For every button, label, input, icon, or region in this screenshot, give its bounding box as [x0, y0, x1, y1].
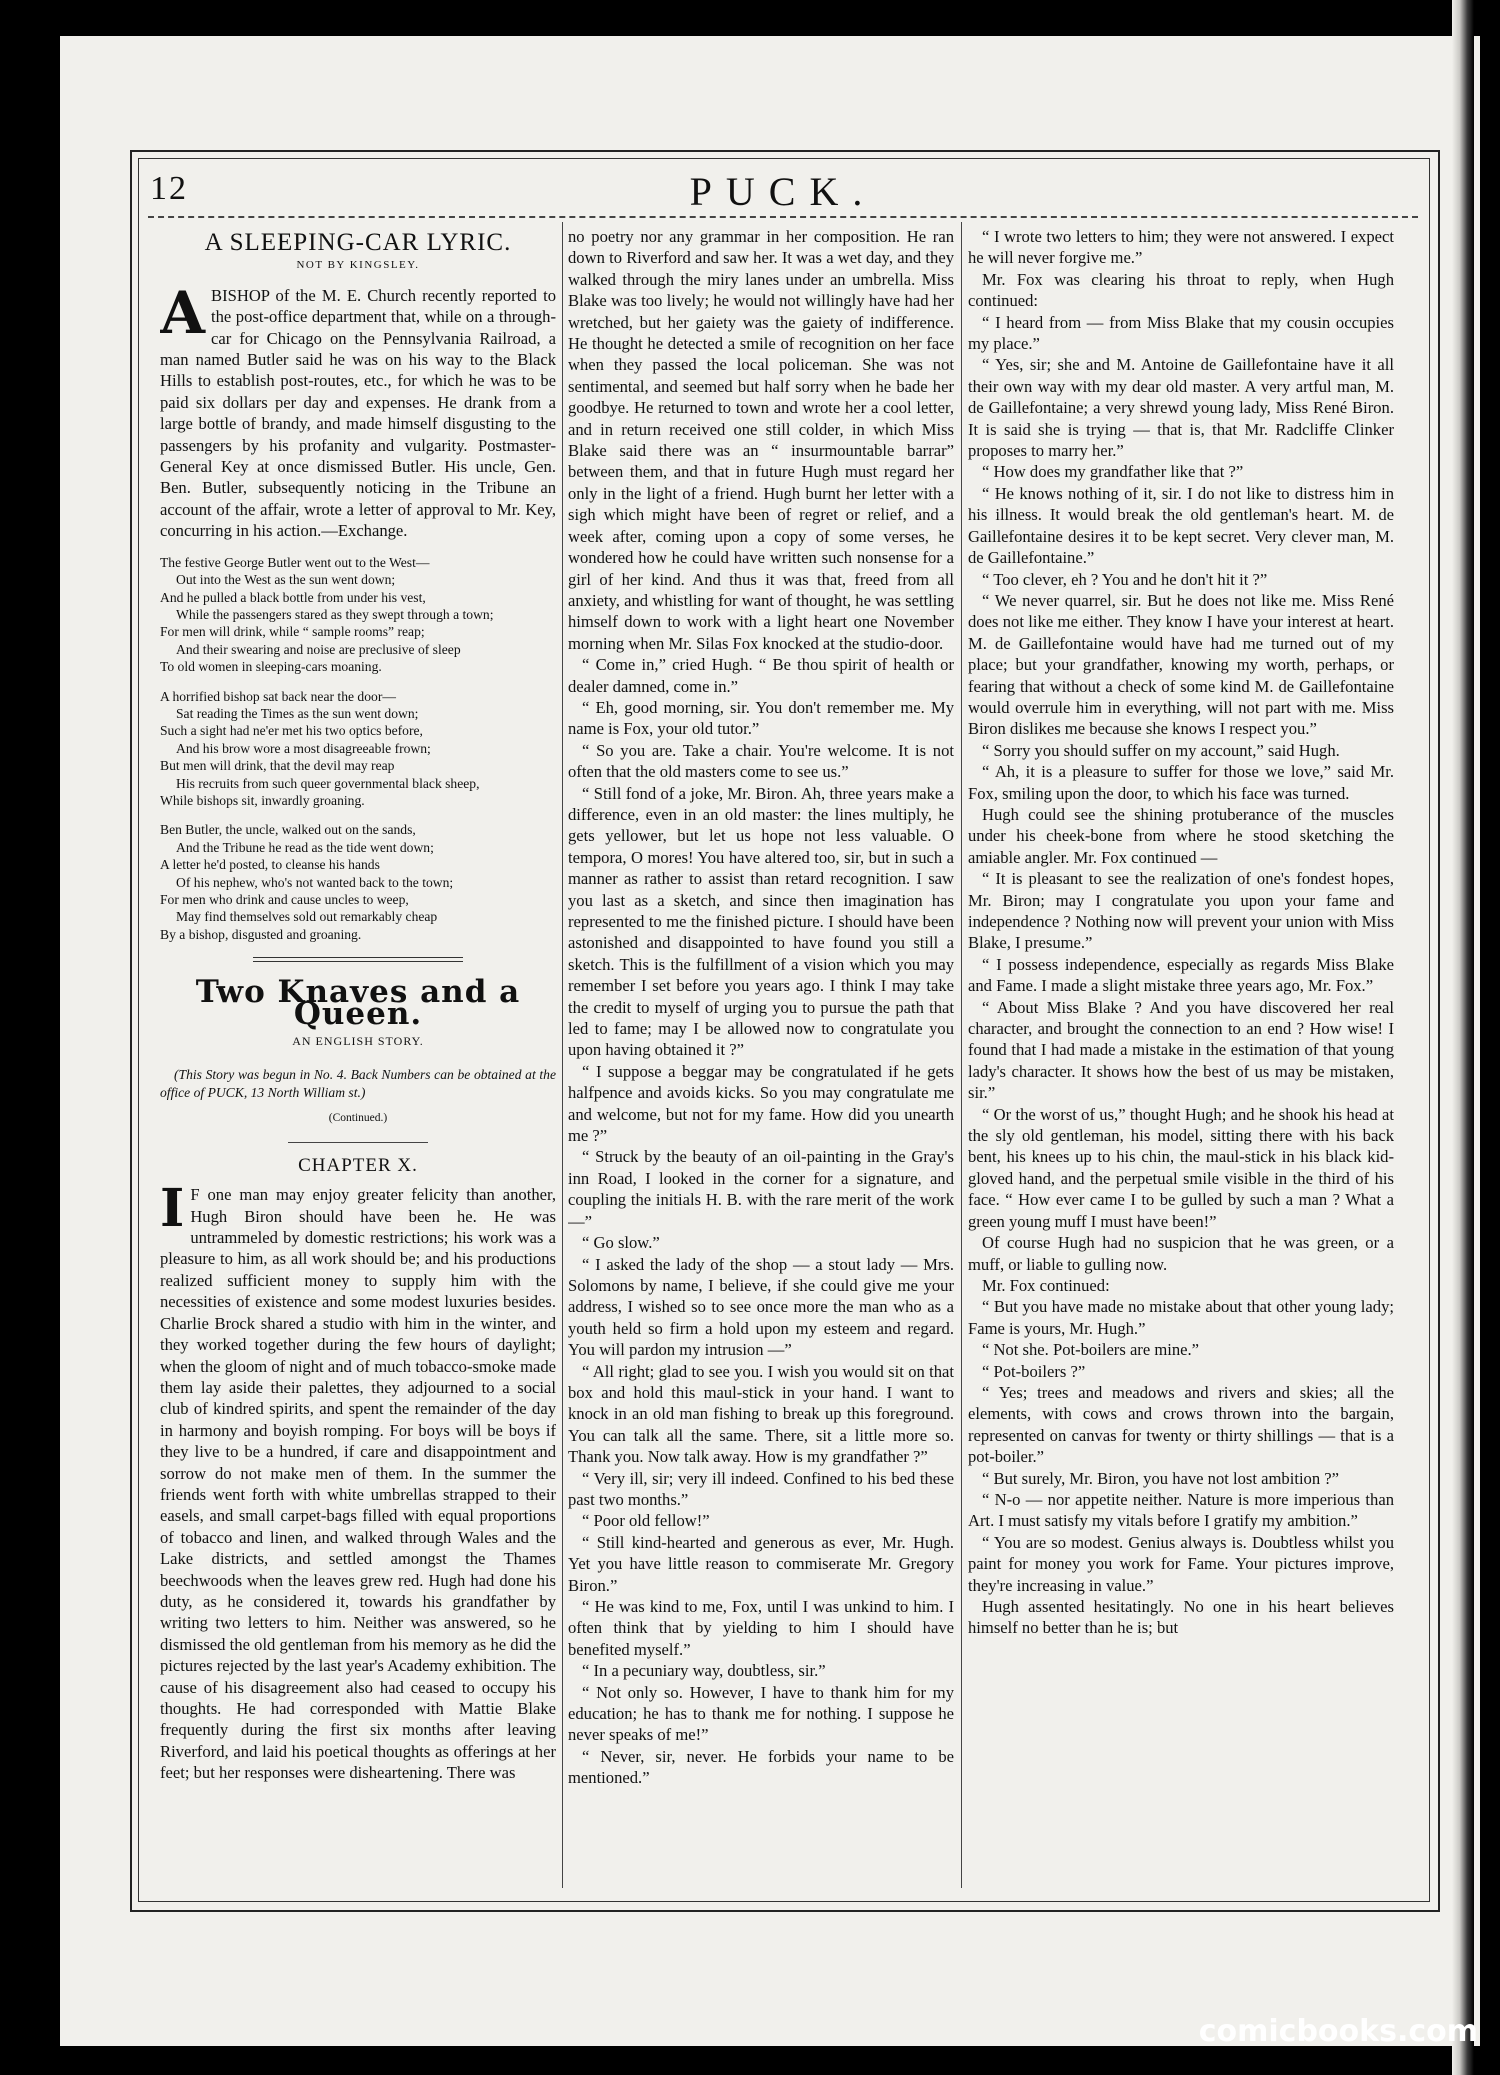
- page-gutter-shadow: [1452, 0, 1474, 2075]
- header-rule: [148, 216, 1418, 218]
- story-paragraph: “ Still fond of a joke, Mr. Biron. Ah, three years make a difference, even in an old master: the lines multiply, he gets yellower, but let us hope not less valuable. O tempora, O mores! You have altered too, sir, but in such a manner as rather to assist than retard recognition. I saw you last as a sketch, and since then imagination has represented to me the finished picture. I should have been astonished and disappointed to have found you still a sketch. This is the fulfillment of a vision which you may remember I set before you years ago. I think I may take the credit to myself of urging you to pursue the path that led to fame; may I be allowed now to congratulate you upon having obtained it ?”: [568, 783, 954, 1060]
- story-paragraph: Mr. Fox was clearing his throat to reply, when Hugh continued:: [968, 269, 1394, 311]
- poem-line: For men who drink and cause uncles to weep,: [160, 892, 409, 907]
- poem-line: And the Tribune he read as the tide went down;: [176, 839, 434, 855]
- story-paragraph: “ Pot-boilers ?”: [982, 1361, 1086, 1381]
- lyric-title: A SLEEPING-CAR LYRIC.: [204, 229, 512, 256]
- story-paragraph: Mr. Fox continued:: [982, 1275, 1110, 1295]
- chapter-opening-block: [160, 1178, 556, 1783]
- chapter-heading: CHAPTER X.: [298, 1154, 418, 1176]
- chapter-divider: [288, 1142, 428, 1143]
- lyric-poem: [160, 554, 556, 944]
- story-paragraph: Of course Hugh had no suspicion that he was green, or a muff, or liable to gulling now.: [968, 1233, 1394, 1274]
- story-paragraph: “ Very ill, sir; very ill indeed. Confined to his bed these past two months.”: [568, 1468, 954, 1509]
- story-paragraph: “ Poor old fellow!”: [582, 1511, 710, 1531]
- masthead-title: PUCK.: [689, 169, 877, 214]
- poem-line: A horrified bishop sat back near the door—: [160, 688, 396, 704]
- story-paragraph: Hugh could see the shining protuberance of the muscles under his cheek-bone from where he stood sketching the amiable angler. Mr. Fox continued —: [968, 804, 1394, 867]
- story-paragraph: “ I heard from — from Miss Blake that my cousin occupies my place.”: [968, 312, 1394, 354]
- story-paragraph: “ Yes; trees and meadows and rivers and skies; all the elements, with cows and crows thrown into the bargain, represented on canvas for twenty or thirty shillings — that is a pot-boiler.”: [968, 1382, 1394, 1467]
- poem-line: His recruits from such queer governmental black sheep,: [176, 775, 480, 791]
- story-paragraph: “ All right; glad to see you. I wish you would sit on that box and hold this maul-stick in your hand. I want to knock in an old man fishing to break up this foreground. You can talk all the same. There, sit a little more so. Thank you. Now talk away. How is my grandfather ?”: [568, 1361, 954, 1467]
- story-paragraph: “ Sorry you should suffer on my account,” said Hugh.: [982, 740, 1340, 760]
- poem-line: A letter he'd posted, to cleanse his hands: [160, 857, 380, 873]
- poem-line: While bishops sit, inwardly groaning.: [160, 792, 365, 808]
- story-paragraph: “ Come in,” cried Hugh. “ Be thou spirit of health or dealer damned, come in.”: [568, 655, 954, 696]
- story-paragraph: Hugh assented hesitatingly. No one in his heart believes himself no better than he is; but: [968, 1597, 1394, 1638]
- story-paragraph: “ How does my grandfather like that ?”: [982, 462, 1244, 482]
- story-paragraph: “ About Miss Blake ? And you have discovered her real character, and brought the connection to an end ? How wise! I found that I had made a mistake in the estimation of that young lady's character. It shows how the best of us may be mistaken, sir.”: [968, 997, 1394, 1103]
- poem-line: By a bishop, disgusted and groaning.: [160, 926, 362, 942]
- story-title: Two Knaves and a Queen.: [195, 974, 521, 1032]
- poem-stanza: [160, 554, 556, 676]
- poem-stanza: [160, 688, 556, 810]
- lyric-dropcap: A: [160, 278, 206, 347]
- story-paragraph: “ In a pecuniary way, doubtless, sir.”: [582, 1661, 826, 1681]
- poem-line: And their swearing and noise are preclusive of sleep: [176, 641, 461, 657]
- story-paragraph: “ But you have made no mistake about that other young lady; Fame is yours, Mr. Hugh.”: [968, 1297, 1394, 1338]
- story-paragraph: “ You are so modest. Genius always is. Doubtless whilst you paint for money you work for Fame. Your pictures improve, they're increasing in value.”: [968, 1532, 1394, 1595]
- section-divider: [253, 957, 463, 962]
- column-2: [568, 226, 954, 1886]
- story-paragraph: “ N-o — nor appetite neither. Nature is more imperious than Art. I must satisfy my vitals before I gratify my ambition.”: [968, 1489, 1394, 1531]
- column-3: [968, 226, 1394, 1886]
- poem-line: While the passengers stared as they swept through a town;: [176, 606, 494, 622]
- page-header: [150, 170, 1416, 214]
- story-paragraph: “ Yes, sir; she and M. Antoine de Gaillefontaine have it all their own way with my dear old master. A very artful man, M. de Gaillefontaine; a very shrewd young lady, Miss René Biron. It is said she is trying — that is, that Mr. Radcliffe Clinker proposes to marry her.”: [968, 355, 1394, 461]
- story-paragraph: “ Still kind-hearted and generous as ever, Mr. Hugh. Yet you have little reason to commiserate Mr. Gregory Biron.”: [568, 1532, 954, 1595]
- column-rule-1: [562, 222, 563, 1888]
- story-paragraph: no poetry nor any grammar in her composition. He ran down to Riverford and saw her. It was a wet day, and they walked through the miry lanes under an umbrella. Miss Blake was too lively; he would not willingly have had her wretched, but her gaiety was the gaiety of indifference. He thought he detected a smile of recognition on her face when they passed the local policeman. She was not sentimental, and seemed but half sorry when he bade her goodbye. He returned to town and wrote her a cool letter, and in return received one still colder, in which Miss Blake said there was an “ insurmountable barrar” between them, and that in future Hugh must regard her only in the light of a friend. Hugh burnt her letter with a sigh which might have been of regret or relief, and a week after, coming upon a copy of some verses, he wondered how he could have written such nonsense for a girl of her kind. And thus it was that, freed from all anxiety, and whistling for want of thought, he was settling himself down to work with a light heart one November morning when Mr. Silas Fox knocked at the studio-door.: [568, 227, 954, 653]
- lyric-intro-block: [160, 278, 556, 542]
- story-paragraph: “ He knows nothing of it, sir. I do not like to distress him in his illness. It would break the old gentleman's heart. M. de Gaillefontaine desires it to be kept secret. Very clever man, M. de Gaillefontaine.”: [968, 483, 1394, 568]
- page-number: 12: [150, 170, 188, 207]
- watermark: comicbooks.com: [1198, 2014, 1478, 2049]
- story-paragraph: “ We never quarrel, sir. But he does not like me. Miss René does not like me either. They know I have your interest at heart. M. de Gaillefontaine would have had me turned out of my place; but your grandfather, knowing my worth, perhaps, or fearing that without a check of some kind M. de Gaillefontaine would overrule him in everything, will not part with me. Miss Biron dislikes me because she knows I respect you.”: [968, 590, 1394, 739]
- story-paragraph: “ I asked the lady of the shop — a stout lady — Mrs. Solomons by name, I believe, if she could give me your address, I wished so to see once more the man who as a youth held so firm a hold upon my esteem and regard. You will pardon my intrusion —”: [568, 1254, 954, 1360]
- story-continued: (Continued.): [328, 1112, 388, 1125]
- poem-line: Of his nephew, who's not wanted back to the town;: [176, 874, 454, 890]
- poem-line: But men will drink, that the devil may reap: [160, 758, 395, 774]
- poem-line: Such a sight had ne'er met his two optics before,: [160, 723, 423, 739]
- poem-line: And his brow wore a most disagreeable frown;: [176, 740, 431, 756]
- story-paragraph: “ I suppose a beggar may be congratulated if he gets halfpence and avoids kicks. So you may congratulate me and welcome, but not for my fame. How did you unearth me ?”: [568, 1061, 954, 1146]
- poem-stanza: [160, 821, 556, 943]
- story-paragraph: “ It is pleasant to see the realization of one's fondest hopes, Mr. Biron; may I congratulate you upon your fame and independence ? Nothing now will prevent your union with Miss Blake, I presume.”: [968, 869, 1394, 953]
- chapter-first-paragraph: F one man may enjoy greater felicity than another, Hugh Biron should have been he. He was untrammeled by domestic restrictions; his work was a pleasure to him, as all work should be; and his productions realized sufficient money to supply him with the necessities of existence and some modest luxuries besides. Charlie Brock shared a studio with him in the winter, and they worked together during the few hours of daylight; when the gloom of night and of much tobacco-smoke made them lay aside their palettes, they adjourned to a social club of kindred spirits, and spent the remainder of the day in harmony and boyish romping. For boys will be boys if they live to be a hundred, if care and disappointment and sorrow do not make men of them. In the summer the friends went forth with white umbrellas strapped to their easels, and small carpet-bags filled with equal proportions of tobacco and linen, and walked through Wales and the Lake districts, and settled amongst the Thames beechwoods when the leaves grew red. Hugh had done his duty, as he considered it, towards his grandfather by writing two letters to him. Neither was answered, so he dismissed the old gentleman from his memory as he did the pictures rejected by the last year's Academy exhibition. The cause of his disagreement also had ceased to occupy his thoughts. He had corresponded with Mattie Blake frequently during the first six months after leaving Riverford, and laid his poetical thoughts as offerings at her feet; but her responses were disheartening. There was: [160, 1185, 556, 1783]
- story-paragraph: “ Not only so. However, I have to thank him for my education; he has to thank me for nothing. I suppose he never speaks of me!”: [568, 1682, 954, 1745]
- story-paragraph: “ Or the worst of us,” thought Hugh; and he shook his head at the sly old gentleman, his model, sitting there with his back bent, his knees up to his chin, the maul-stick in his black kid-gloved hand, and the perpetual smile visible in the third of his face. “ How ever came I to be gulled by such a man ? What a green young muff I must have been!”: [968, 1104, 1394, 1231]
- lyric-intro: BISHOP of the M. E. Church recently reported to the post-office department that, while on a through-car for Chicago on the Pennsylvania Railroad, a man named Butler said he was on his way to the Black Hills to establish post-routes, etc., for which he was to be paid six dollars per day and expenses. He drank from a large bottle of brandy, and made himself disgusting to the passengers by his profanity and vulgarity. Postmaster-General Key at once dismissed Butler. His uncle, Gen. Ben. Butler, subsequently noticing in the Tribune an account of the affair, wrote a letter of approval to Mr. Key, concurring in his action.—Exchange.: [160, 285, 556, 541]
- story-paragraph: “ Too clever, eh ? You and he don't hit it ?”: [982, 569, 1268, 589]
- chapter-dropcap: I: [160, 1178, 185, 1240]
- story-paragraph: “ But surely, Mr. Biron, you have not lost ambition ?”: [982, 1468, 1340, 1488]
- story-paragraph: “ He was kind to me, Fox, until I was unkind to him. I often think that by yielding to him I should have benefited myself.”: [568, 1597, 954, 1659]
- story-paragraph: “ Not she. Pot-boilers are mine.”: [982, 1340, 1200, 1360]
- poem-line: For men will drink, while “ sample rooms” reap;: [160, 624, 425, 640]
- story-paragraph: “ Struck by the beauty of an oil-painting in the Gray's inn Road, I looked in the corner for a signature, and coupling the initials H. B. with the rare merit of the work —”: [568, 1147, 954, 1231]
- story-paragraph: “ Go slow.”: [582, 1233, 660, 1253]
- column-1: [160, 226, 556, 1886]
- story-paragraph: “ Eh, good morning, sir. You don't remember me. My name is Fox, your old tutor.”: [568, 697, 954, 739]
- poem-line: To old women in sleeping-cars moaning.: [160, 659, 382, 675]
- poem-line: Out into the West as the sun went down;: [176, 572, 396, 588]
- poem-line: And he pulled a black bottle from under his vest,: [160, 589, 426, 605]
- column-rule-2: [961, 222, 962, 1888]
- poem-line: The festive George Butler went out to the West—: [160, 554, 430, 570]
- poem-line: Ben Butler, the uncle, walked out on the sands,: [160, 822, 416, 838]
- poem-line: May find themselves sold out remarkably cheap: [176, 909, 438, 925]
- story-paragraph: “ So you are. Take a chair. You're welcome. It is not often that the old masters come to see us.”: [568, 740, 954, 782]
- lyric-byline: NOT BY KINGSLEY.: [296, 259, 420, 272]
- poem-line: Sat reading the Times as the sun went down;: [176, 705, 419, 721]
- story-note: (This Story was begun in No. 4. Back Numbers can be obtained at the office of PUCK, 13 North William st.): [160, 1067, 556, 1101]
- story-paragraph: “ I wrote two letters to him; they were not answered. I expect he will never forgive me.”: [968, 227, 1394, 268]
- story-paragraph: “ Never, sir, never. He forbids your name to be mentioned.”: [568, 1746, 954, 1788]
- story-paragraph: “ I possess independence, especially as regards Miss Blake and Fame. I made a slight mistake three years ago, Mr. Fox.”: [968, 954, 1394, 996]
- story-paragraph: “ Ah, it is a pleasure to suffer for those we love,” said Mr. Fox, smiling upon the door, to which his face was turned.: [968, 762, 1394, 803]
- story-subtitle: AN ENGLISH STORY.: [292, 1034, 424, 1049]
